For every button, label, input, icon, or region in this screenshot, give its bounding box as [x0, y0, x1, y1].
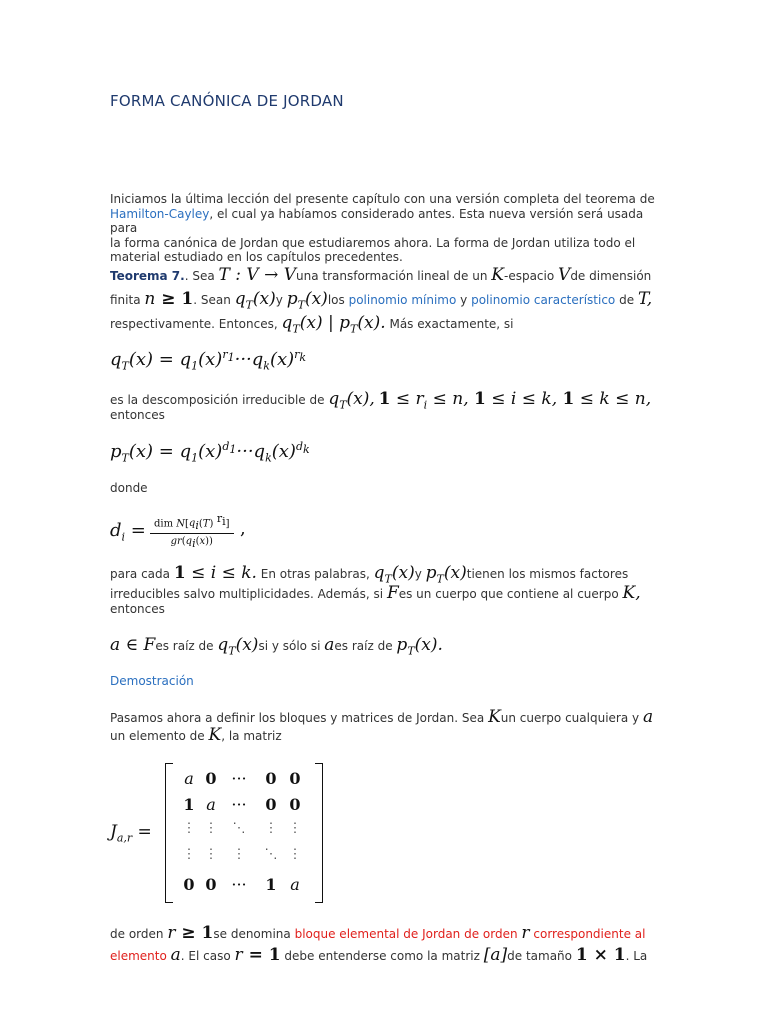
- theorem-line-2: finita n ≥ 1. Sean $q_T(x)y$ $p_T(x)los$ polinomio mínimo y polinomio característico de T,: [110, 289, 653, 312]
- intro-line-1: Iniciamos la última lección del presente capítulo con una versión completa del teorema de: [110, 192, 655, 206]
- intro-line-3: la forma canónica de Jordan que estudiaremos ahora. La forma de Jordan utiliza todo el: [110, 235, 636, 250]
- equation-pt: $p_T(x) = q_1(x)^{d_1}\cdot\cdot\cdot q_k(x)^{d_k}$: [110, 440, 310, 465]
- de-orden-line: de orden r ≥ 1se denomina bloque elemental de Jordan de orden r correspondiente al: [110, 923, 646, 943]
- page-title: FORMA CANÓNICA DE JORDAN: [110, 92, 344, 110]
- intro-line-2: Hamilton-Cayley, el cual ya habíamos considerado antes. Esta nueva versión será usada para: [110, 206, 644, 235]
- demostracion-link[interactable]: Demostración: [110, 674, 194, 688]
- elemento-line: elemento a. El caso r = 1 debe entenderse como la matriz [a]de tamaño 1 × 1. La: [110, 945, 648, 965]
- intro-line-4: material estudiado en los capítulos precedentes.: [110, 250, 403, 264]
- polinomio-caracteristico-link[interactable]: polinomio característico: [471, 293, 616, 307]
- jordan-matrix: a 0 ··· 0 0 1 a ··· 0 0 ⋮ ⋮ ⋱ ⋮ ⋮ ⋮ ⋮ ⋮ ⋱ ⋮ 0 0 ··· 1 a: [165, 763, 323, 903]
- polinomio-minimo-link[interactable]: polinomio mínimo: [348, 293, 457, 307]
- matrix-label: $J_{a,r}$ =: [110, 822, 152, 845]
- para-cada-line: para cada 1 ≤ i ≤ k. En otras palabras, $q_T(x)y$ $p_T(x)tienen$ los mismos factores: [110, 563, 629, 586]
- jordan-line-2: un elemento de K, la matriz: [110, 725, 282, 745]
- donde: donde: [110, 481, 148, 495]
- equation-di-lhs: $d_i$ =: [110, 520, 146, 544]
- intro-paragraph: [110, 192, 670, 265]
- hamilton-cayley-link[interactable]: Hamilton-Cayley: [110, 206, 210, 221]
- entonces-1: entonces: [110, 408, 165, 422]
- jordan-line-1: Pasamos ahora a definir los bloques y matrices de Jordan. Sea Kun cuerpo cualquiera y a: [110, 707, 654, 727]
- irreducibles-line: irreducibles salvo multiplicidades. Además, si Fes un cuerpo que contiene al cuerpo K,: [110, 583, 641, 603]
- decomposition-line: es la descomposición irreducible de $q_T(x)$, $1 \le r_i \le n$, 1 ≤ i ≤ k, 1 ≤ k ≤ n,: [110, 389, 652, 412]
- theorem-label: Teorema 7.: [110, 269, 185, 283]
- equation-di-fraction: dim $N[q_i(T)$ $^{r_i}$] $gr(q_i(x))$: [150, 512, 234, 550]
- theorem-line-1: Teorema 7.. Sea T : V → Vuna transformación lineal de un K-espacio Vde dimensión: [110, 265, 652, 285]
- raiz-line: a ∈ Fes raíz de $q_T(x)si$ y sólo si aes raíz de $p_T(x)$.: [110, 635, 443, 658]
- theorem-line-3: respectivamente. Entonces, $q_T(x)$ | $p_T(x)$. Más exactamente, si: [110, 313, 514, 336]
- bloque-elemental-link[interactable]: bloque elemental de Jordan de orden: [294, 927, 518, 941]
- document-page: FORMA CANÓNICA DE JORDAN Iniciamos la última lección del presente capítulo con una versión completa del teorema de Hamilton-Cayley, el cual ya habíamos considerado antes. Esta nueva versión será usada para la forma canónica de Jordan que estudiaremos ahora. La forma de Jordan utiliza todo el material estudiado en los capítulos precedentes. Teorema 7.. Sea T : V → Vuna transformación lineal de un K-espacio Vde dimensión finita n ≥ 1. Sean $q_T(x)y$ $p_T(x)los$ polinomio mínimo y polinomio característico de T, respectivamente. Entonces, $q_T(x)$ | $p_T(x)$. Más exactamente, si $q_T(x) = q_1(x)^{r_1}\cdot\cdot\cdot q_k(x)^{r_k}$ es la descomposición irreducible de $q_T(x)$, $1 \le r_i \le n$, 1 ≤ i ≤ k, 1 ≤ k ≤ n, entonces $p_T(x) = q_1(x)^{d_1}\cdot\cdot\cdot q_k(x)^{d_k}$ donde $d_i$ = dim $N[q_i(T)$ $^{r_i}$] $gr(q_i(x))$ , para cada 1 ≤ i ≤ k. En otras palabras, $q_T(x)y$ $p_T(x)tienen$ los mismos factores irreducibles salvo multiplicidades. Además, si Fes un cuerpo que contiene al cuerpo K, entonces a ∈ Fes raíz de $q_T(x)si$ y sólo si aes raíz de $p_T(x)$. Demostración Pasamos ahora a definir los bloques y matrices de Jordan. Sea Kun cuerpo cualquiera y a un elemento de K, la matriz $J_{a,r}$ = a 0 ··· 0 0 1 a ··· 0 0 ⋮ ⋮ ⋱ ⋮ ⋮ ⋮ ⋮ ⋮ ⋱ ⋮ 0 0 ··· 1 a de orden r ≥ 1se denomina bloque elemental de Jordan de orden r correspondiente al elemento a. El caso r = 1 debe entenderse como la matriz [a]de tamaño 1 × 1. La: [0, 0, 768, 1024]
- entonces-2: entonces: [110, 602, 165, 616]
- equation-qt: $q_T(x) = q_1(x)^{r_1}\cdot\cdot\cdot q_k(x)^{r_k}$: [110, 348, 307, 373]
- math-transform: T : V → V: [218, 265, 297, 285]
